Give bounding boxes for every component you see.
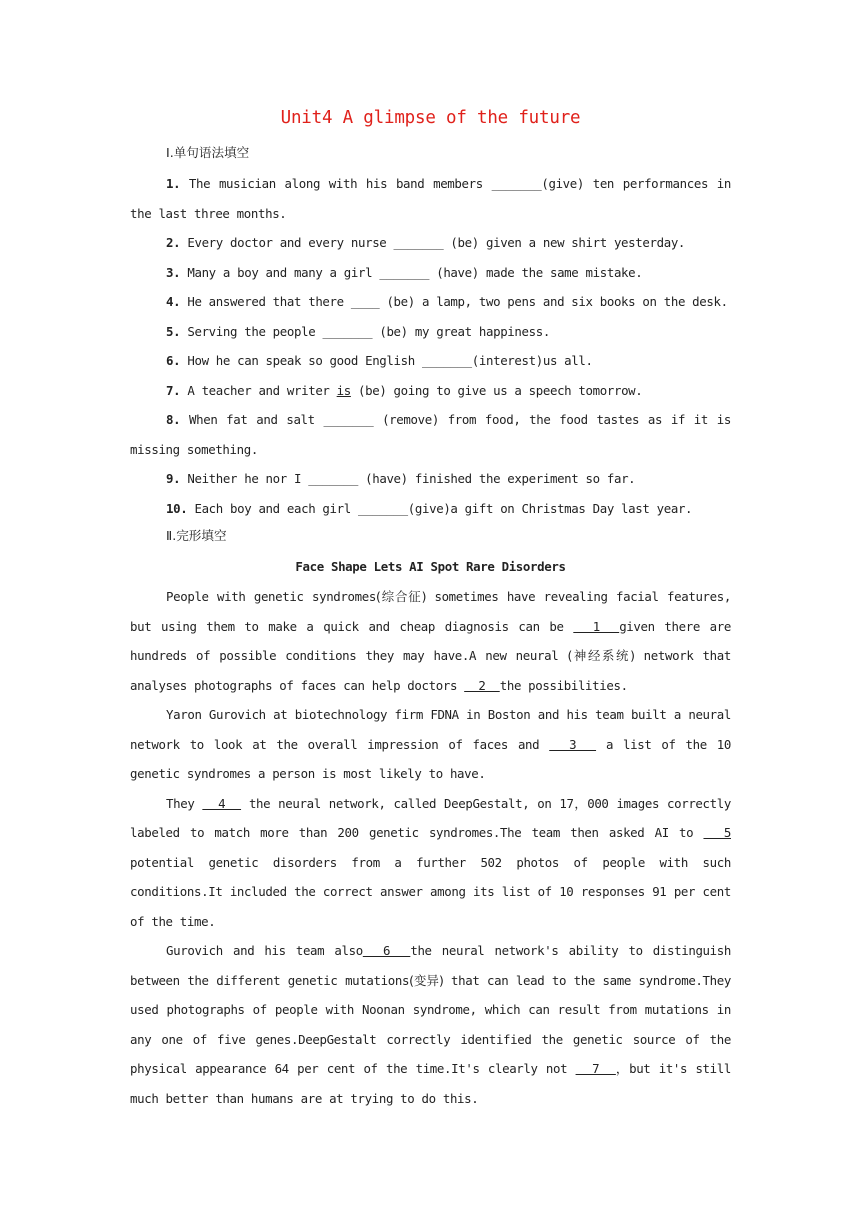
cloze-blank: 3 [549,736,597,752]
answer-blank: _______ [357,500,408,516]
answer-blank: ____ [350,294,380,309]
question-text: (give)a gift on Christmas Day last year. [407,500,693,516]
question-text: Neither he nor I [187,471,309,486]
question-text: (have) finished the experiment so far. [358,471,636,486]
question-text: (give) ten performances in the last three months. [130,176,731,221]
section1-heading: Ⅰ.单句语法填空 [166,145,250,160]
paragraph-text: sometimes have revealing facial features, but using them to make a quick and cheap diagnosis can be [130,589,731,634]
question-text: Every doctor and every nurse [187,235,394,250]
paragraph-text: potential genetic disorders from a further 502 photos of people with such conditions.It included the correct answer among its list of 10 responses 91 per cent of the time. [130,854,731,929]
question-item [130,287,731,317]
paragraph-text: the neural network's ability to distinguish between the different genetic mutations [130,943,731,988]
question-item [130,317,731,347]
question-text: (interest)us all. [471,353,593,368]
paragraph-text: a list of the 10 genetic syndromes a person is most likely to have. [130,736,731,781]
cloze-blank: 6 [362,943,411,958]
answer-blank: _______ [421,353,472,368]
question-text: Each boy and each girl [194,500,358,516]
question-text: Serving the people [187,323,323,339]
answer-blank: _______ [393,235,444,250]
paragraph-text: They [166,795,203,811]
question-text: A teacher and writer [187,382,337,398]
question-number: 2. [166,235,188,250]
cloze-blank: 4 [202,795,242,811]
question-number: 3. [166,264,188,280]
question-text: (be) given a new shirt yesterday. [443,235,686,250]
article-body [130,582,731,1113]
answer-blank: _______ [322,323,373,339]
question-item [130,228,731,258]
question-item [130,376,731,406]
question-text: (be) a lamp, two pens and six books on the desk. [379,294,728,309]
cloze-blank: 5 [703,825,731,840]
question-number: 6. [166,353,188,368]
answer-blank: _______ [491,176,542,191]
question-item [130,464,731,494]
question-item [130,346,731,376]
paragraph-text: Yaron Gurovich at biotechnology firm FDNA in Boston and his team built a neural network to look at the overall impression of faces and [130,707,731,752]
cloze-blank: 7 [575,1061,616,1076]
paragraph-text: ，but it's still much better than humans are at trying to do this. [130,1061,731,1106]
article-paragraph [130,700,731,789]
article-title: Face Shape Lets AI Spot Rare Disorders [295,559,566,574]
question-item [130,169,731,228]
answer-blank: is [336,382,351,398]
question-text: (have) made the same mistake. [429,264,643,280]
question-number: 4. [166,294,188,309]
cloze-blank: 2 [464,677,500,693]
question-item [130,494,731,524]
answer-blank: _______ [379,264,430,280]
question-number: 5. [166,323,188,339]
question-text: Many a boy and many a girl [187,264,380,280]
page-title: Unit4 A glimpse of the future [280,108,581,128]
question-text: When fat and salt [188,412,324,427]
question-number: 8. [166,412,189,427]
article-paragraph [130,789,731,937]
paragraph-text: given there are hundreds of possible conditions they may have.A new neural [130,618,731,663]
question-text: He answered that there [187,294,351,309]
question-number: 9. [166,471,188,486]
chinese-gloss: (变异) [409,972,444,988]
chinese-gloss: (综合征) [375,589,427,604]
question-number: 10. [166,500,195,516]
paragraph-text: People with genetic syndromes [166,589,376,604]
question-item [130,405,731,464]
article-paragraph [130,936,731,1113]
question-list [130,169,731,523]
article-paragraph [130,582,731,700]
paragraph-text: the possibilities. [499,677,628,693]
paragraph-text: Gurovich and his team also [166,943,363,958]
question-text: (be) going to give us a speech tomorrow. [350,382,643,398]
paragraph-text: network that analyses photographs of faces can help doctors [130,648,731,693]
chinese-gloss: (神经系统) [567,648,635,663]
answer-blank: _______ [308,471,358,486]
question-number: 7. [166,382,188,398]
question-text: The musician along with his band members [188,176,492,191]
question-text: (remove) from food, the food tastes as if it is missing something. [130,412,731,457]
section2-heading: Ⅱ.完形填空 [166,528,227,543]
question-number: 1. [166,176,189,191]
question-item [130,258,731,288]
answer-blank: _______ [323,412,374,427]
cloze-blank: 1 [573,618,620,634]
question-text: How he can speak so good English [187,353,422,368]
paragraph-text: the neural network, called DeepGestalt, on 17，000 images correctly labeled to match more than 200 genetic syndromes.The team then asked AI to [130,795,731,840]
question-text: (be) my great happiness. [372,323,550,339]
paragraph-text: that can lead to the same syndrome.They used photographs of people with Noonan syndrome, which can result from mutations in any one of five genes.DeepGestalt correctly identified the genetic source of the physical appearance 64 per cent of the time.It's clearly not [130,972,731,1076]
